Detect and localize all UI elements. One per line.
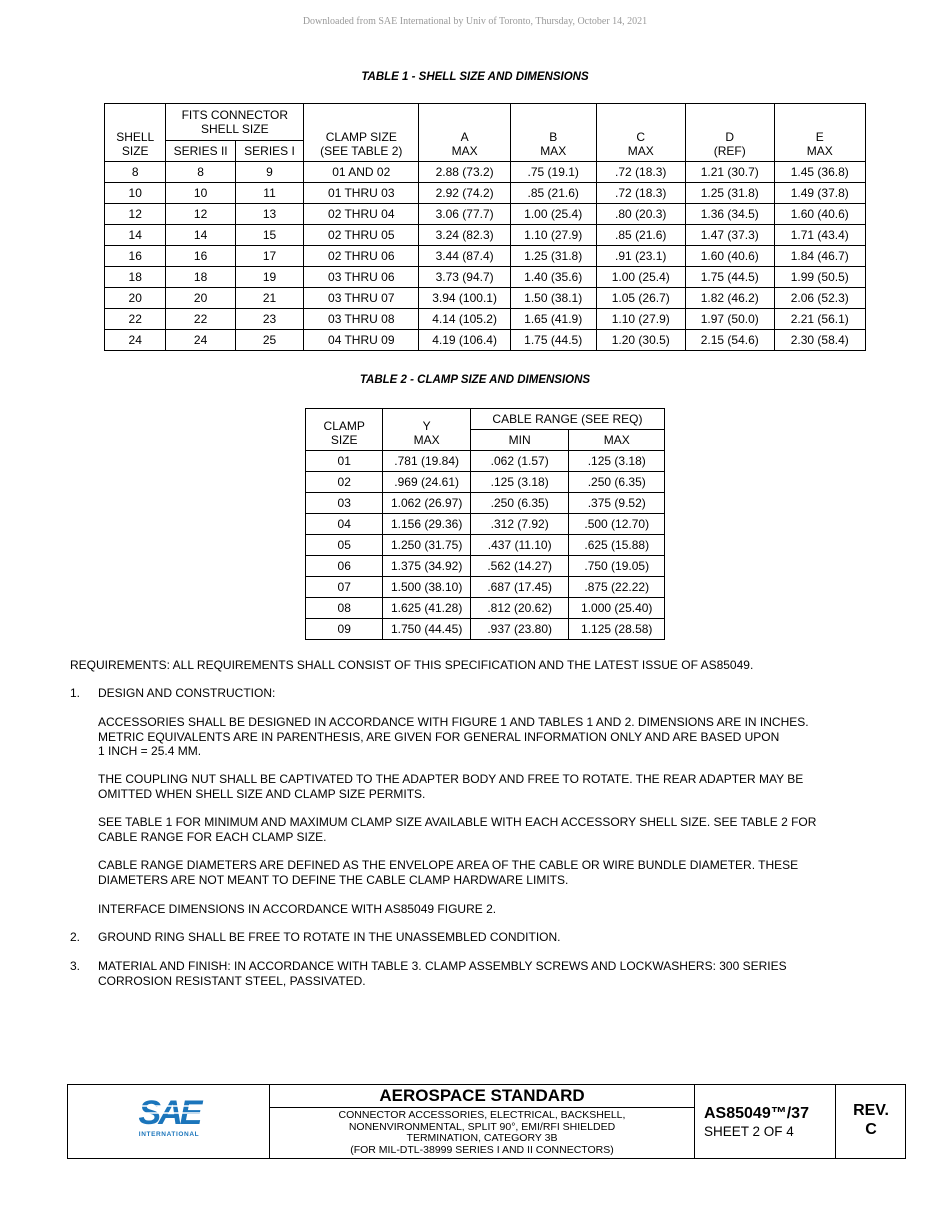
table-cell: 2.92 (74.2) — [419, 183, 511, 204]
revision: REV. C — [853, 1102, 889, 1138]
table-cell: 1.062 (26.97) — [383, 493, 470, 514]
header-shell-size: SHELL SIZE — [105, 104, 166, 162]
table-cell: 1.00 (25.4) — [510, 204, 596, 225]
table-cell: 18 — [105, 267, 166, 288]
table-cell: 1.50 (38.1) — [510, 288, 596, 309]
table-cell: 1.99 (50.5) — [774, 267, 865, 288]
table-cell: .85 (21.6) — [510, 183, 596, 204]
table-cell: 01 — [306, 451, 383, 472]
table-cell: 2.88 (73.2) — [419, 162, 511, 183]
table1-row — [105, 267, 866, 288]
table2-row — [306, 619, 665, 640]
header-series-i: SERIES I — [235, 141, 303, 162]
table-cell: 15 — [235, 225, 303, 246]
table-cell: 2.21 (56.1) — [774, 309, 865, 330]
table-cell: 14 — [166, 225, 235, 246]
download-watermark: Downloaded from SAE International by Univ of Toronto, Thursday, October 14, 2021 — [302, 16, 648, 27]
header-d: D (REF) — [685, 104, 774, 162]
table-cell: 1.75 (44.5) — [685, 267, 774, 288]
table-cell: 25 — [235, 330, 303, 351]
table-cell: 20 — [105, 288, 166, 309]
table2-row — [306, 451, 665, 472]
table1-row — [105, 288, 866, 309]
table-cell: .375 (9.52) — [569, 493, 665, 514]
table-cell: 1.05 (26.7) — [596, 288, 685, 309]
table1-header-row — [105, 104, 866, 141]
table-cell: 02 THRU 06 — [304, 246, 419, 267]
header-a: A MAX — [419, 104, 511, 162]
standard-cell — [270, 1085, 695, 1158]
table-cell: .125 (3.18) — [470, 472, 569, 493]
header-c: C MAX — [596, 104, 685, 162]
table-cell: .437 (11.10) — [470, 535, 569, 556]
table1-shell-size-dimensions — [104, 103, 866, 351]
header-y-max: Y MAX — [383, 409, 470, 451]
paragraph-design: ACCESSORIES SHALL BE DESIGNED IN ACCORDANCE WITH FIGURE 1 AND TABLES 1 AND 2. DIMENSIONS ARE IN INCHES. METRIC EQUIVALENTS ARE IN PARENTHESIS, ARE GIVEN FOR GENERAL INFORMATION ONLY AND ARE BASED UPON 1 INCH = 25.4 MM. — [98, 715, 809, 758]
table-cell: 13 — [235, 204, 303, 225]
table-cell: 1.10 (27.9) — [596, 309, 685, 330]
table-cell: 02 THRU 04 — [304, 204, 419, 225]
standard-heading: AEROSPACE STANDARD — [270, 1085, 694, 1108]
table-cell: 1.10 (27.9) — [510, 225, 596, 246]
table2-clamp-size-dimensions — [305, 408, 665, 640]
table2-title: TABLE 2 - CLAMP SIZE AND DIMENSIONS — [359, 374, 591, 386]
table-cell: 03 — [306, 493, 383, 514]
header-e: E MAX — [774, 104, 865, 162]
table-cell: .250 (6.35) — [569, 472, 665, 493]
revision-cell — [836, 1085, 906, 1158]
table-cell: 18 — [166, 267, 235, 288]
table-cell: 1.84 (46.7) — [774, 246, 865, 267]
table-cell: 21 — [235, 288, 303, 309]
item-2-text: GROUND RING SHALL BE FREE TO ROTATE IN THE UNASSEMBLED CONDITION. — [98, 930, 561, 944]
table-cell: 12 — [105, 204, 166, 225]
table2-row — [306, 598, 665, 619]
item-1-number: 1. — [70, 686, 81, 700]
table-cell: 19 — [235, 267, 303, 288]
table-cell: .781 (19.84) — [383, 451, 470, 472]
table-cell: 1.000 (25.40) — [569, 598, 665, 619]
table-cell: .250 (6.35) — [470, 493, 569, 514]
table-cell: 03 THRU 08 — [304, 309, 419, 330]
table-cell: 1.75 (44.5) — [510, 330, 596, 351]
table-cell: 1.156 (29.36) — [383, 514, 470, 535]
table-cell: 12 — [166, 204, 235, 225]
table2-row — [306, 535, 665, 556]
header-fits-connector: FITS CONNECTOR SHELL SIZE — [166, 104, 304, 141]
sae-logo — [68, 1085, 270, 1158]
table-cell: 1.45 (36.8) — [774, 162, 865, 183]
table-cell: 3.94 (100.1) — [419, 288, 511, 309]
table-cell: 1.36 (34.5) — [685, 204, 774, 225]
table-cell: .312 (7.92) — [470, 514, 569, 535]
header-cable-range: CABLE RANGE (SEE REQ) — [470, 409, 664, 430]
table-cell: 4.14 (105.2) — [419, 309, 511, 330]
table1-row — [105, 246, 866, 267]
table-cell: .80 (20.3) — [596, 204, 685, 225]
table-cell: 24 — [166, 330, 235, 351]
table-cell: 1.25 (31.8) — [510, 246, 596, 267]
table-cell: 1.750 (44.45) — [383, 619, 470, 640]
table-cell: 16 — [105, 246, 166, 267]
table-cell: 2.15 (54.6) — [685, 330, 774, 351]
table-cell: 2.06 (52.3) — [774, 288, 865, 309]
header-max: MAX — [569, 430, 665, 451]
table-cell: .812 (20.62) — [470, 598, 569, 619]
sae-logo-text: SAE — [138, 1094, 200, 1132]
table2-row — [306, 472, 665, 493]
table-cell: .969 (24.61) — [383, 472, 470, 493]
paragraph-coupling-nut: THE COUPLING NUT SHALL BE CAPTIVATED TO THE ADAPTER BODY AND FREE TO ROTATE. THE REAR ADAPTER MAY BE OMITTED WHEN SHELL SIZE AND CLAMP SIZE PERMITS. — [98, 772, 804, 801]
table-cell: 08 — [306, 598, 383, 619]
table-cell: 04 — [306, 514, 383, 535]
table-cell: 06 — [306, 556, 383, 577]
header-min: MIN — [470, 430, 569, 451]
table-cell: 02 THRU 05 — [304, 225, 419, 246]
logo-cell — [68, 1085, 270, 1158]
sae-logo-subtext: INTERNATIONAL — [138, 1131, 200, 1138]
table-cell: 20 — [166, 288, 235, 309]
table-cell: 24 — [105, 330, 166, 351]
table-cell: 1.00 (25.4) — [596, 267, 685, 288]
table1-row — [105, 183, 866, 204]
header-b: B MAX — [510, 104, 596, 162]
table-cell: 22 — [166, 309, 235, 330]
table-cell: 22 — [105, 309, 166, 330]
table-cell: 1.500 (38.10) — [383, 577, 470, 598]
table-cell: 2.30 (58.4) — [774, 330, 865, 351]
table-cell: 03 THRU 06 — [304, 267, 419, 288]
table-cell: 23 — [235, 309, 303, 330]
requirements-statement: REQUIREMENTS: ALL REQUIREMENTS SHALL CONSIST OF THIS SPECIFICATION AND THE LATEST ISSUE OF AS85049. — [70, 658, 754, 672]
table-cell: 16 — [166, 246, 235, 267]
table-cell: 1.47 (37.3) — [685, 225, 774, 246]
header-series-ii: SERIES II — [166, 141, 235, 162]
table1-row — [105, 309, 866, 330]
table-cell: 3.06 (77.7) — [419, 204, 511, 225]
table-cell: .062 (1.57) — [470, 451, 569, 472]
table-cell: 11 — [235, 183, 303, 204]
table-cell: 07 — [306, 577, 383, 598]
table-cell: 1.49 (37.8) — [774, 183, 865, 204]
item-1-title: DESIGN AND CONSTRUCTION: — [98, 686, 276, 700]
standard-description: CONNECTOR ACCESSORIES, ELECTRICAL, BACKSHELL, NONENVIRONMENTAL, SPLIT 90°, EMI/RFI SHIELDED TERMINATION, CATEGORY 3B (FOR MIL-DTL-38999 SERIES I AND II CONNECTORS) — [338, 1109, 626, 1156]
table-cell: .72 (18.3) — [596, 183, 685, 204]
table-cell: .125 (3.18) — [569, 451, 665, 472]
document-cell — [695, 1085, 836, 1158]
table-cell: 1.375 (34.92) — [383, 556, 470, 577]
table-cell: 14 — [105, 225, 166, 246]
table-cell: 1.82 (46.2) — [685, 288, 774, 309]
item-3-text: MATERIAL AND FINISH: IN ACCORDANCE WITH TABLE 3. CLAMP ASSEMBLY SCREWS AND LOCKWASHERS: 300 SERIES CORROSION RESISTANT STEEL, PASSIVATED. — [98, 959, 787, 988]
table-cell: 1.20 (30.5) — [596, 330, 685, 351]
paragraph-cable-range: CABLE RANGE DIAMETERS ARE DEFINED AS THE ENVELOPE AREA OF THE CABLE OR WIRE BUNDLE DIAMETER. THESE DIAMETERS ARE NOT MEANT TO DEFINE THE CABLE CLAMP HARDWARE LIMITS. — [98, 858, 799, 887]
table-cell: 10 — [166, 183, 235, 204]
table-cell: .687 (17.45) — [470, 577, 569, 598]
table2-row — [306, 556, 665, 577]
table-cell: 8 — [166, 162, 235, 183]
table-cell: 09 — [306, 619, 383, 640]
table-cell: 1.97 (50.0) — [685, 309, 774, 330]
table2-header-row — [306, 409, 665, 430]
table-cell: 1.625 (41.28) — [383, 598, 470, 619]
table-cell: 1.65 (41.9) — [510, 309, 596, 330]
table-cell: 02 — [306, 472, 383, 493]
table-cell: .625 (15.88) — [569, 535, 665, 556]
table2-row — [306, 514, 665, 535]
table-cell: 1.25 (31.8) — [685, 183, 774, 204]
item-3-number: 3. — [70, 959, 81, 973]
table2-row — [306, 577, 665, 598]
paragraph-clamp-size: SEE TABLE 1 FOR MINIMUM AND MAXIMUM CLAMP SIZE AVAILABLE WITH EACH ACCESSORY SHELL SIZE. SEE TABLE 2 FOR CABLE RANGE FOR EACH CLAMP SIZE. — [98, 815, 817, 844]
sheet-number: SHEET 2 OF 4 — [704, 1124, 794, 1139]
table2-row — [306, 493, 665, 514]
table-cell: 1.40 (35.6) — [510, 267, 596, 288]
table1-row — [105, 162, 866, 183]
table-cell: 1.125 (28.58) — [569, 619, 665, 640]
document-number: AS85049™/37 — [704, 1105, 809, 1122]
title-block — [67, 1084, 906, 1159]
table-cell: 17 — [235, 246, 303, 267]
table-cell: .937 (23.80) — [470, 619, 569, 640]
table-cell: .85 (21.6) — [596, 225, 685, 246]
table-cell: 01 THRU 03 — [304, 183, 419, 204]
table-cell: .562 (14.27) — [470, 556, 569, 577]
table-cell: 3.73 (94.7) — [419, 267, 511, 288]
table-cell: 3.24 (82.3) — [419, 225, 511, 246]
paragraph-interface: INTERFACE DIMENSIONS IN ACCORDANCE WITH AS85049 FIGURE 2. — [98, 902, 497, 916]
table-cell: .750 (19.05) — [569, 556, 665, 577]
table1-row — [105, 204, 866, 225]
table-cell: .75 (19.1) — [510, 162, 596, 183]
table1-row — [105, 330, 866, 351]
table-cell: .72 (18.3) — [596, 162, 685, 183]
table-cell: 05 — [306, 535, 383, 556]
table1-row — [105, 225, 866, 246]
table-cell: 3.44 (87.4) — [419, 246, 511, 267]
table-cell: 04 THRU 09 — [304, 330, 419, 351]
table-cell: 1.60 (40.6) — [685, 246, 774, 267]
table-cell: .500 (12.70) — [569, 514, 665, 535]
table-cell: 1.21 (30.7) — [685, 162, 774, 183]
table-cell: 03 THRU 07 — [304, 288, 419, 309]
header-clamp: CLAMP SIZE — [306, 409, 383, 451]
table-cell: .91 (23.1) — [596, 246, 685, 267]
table-cell: 1.250 (31.75) — [383, 535, 470, 556]
table-cell: .875 (22.22) — [569, 577, 665, 598]
table-cell: 1.60 (40.6) — [774, 204, 865, 225]
table-cell: 10 — [105, 183, 166, 204]
table-cell: 8 — [105, 162, 166, 183]
table-cell: 4.19 (106.4) — [419, 330, 511, 351]
table-cell: 01 AND 02 — [304, 162, 419, 183]
item-2-number: 2. — [70, 930, 81, 944]
table-cell: 9 — [235, 162, 303, 183]
table-cell: 1.71 (43.4) — [774, 225, 865, 246]
header-clamp-size: CLAMP SIZE (SEE TABLE 2) — [304, 104, 419, 162]
table1-title: TABLE 1 - SHELL SIZE AND DIMENSIONS — [361, 71, 589, 83]
